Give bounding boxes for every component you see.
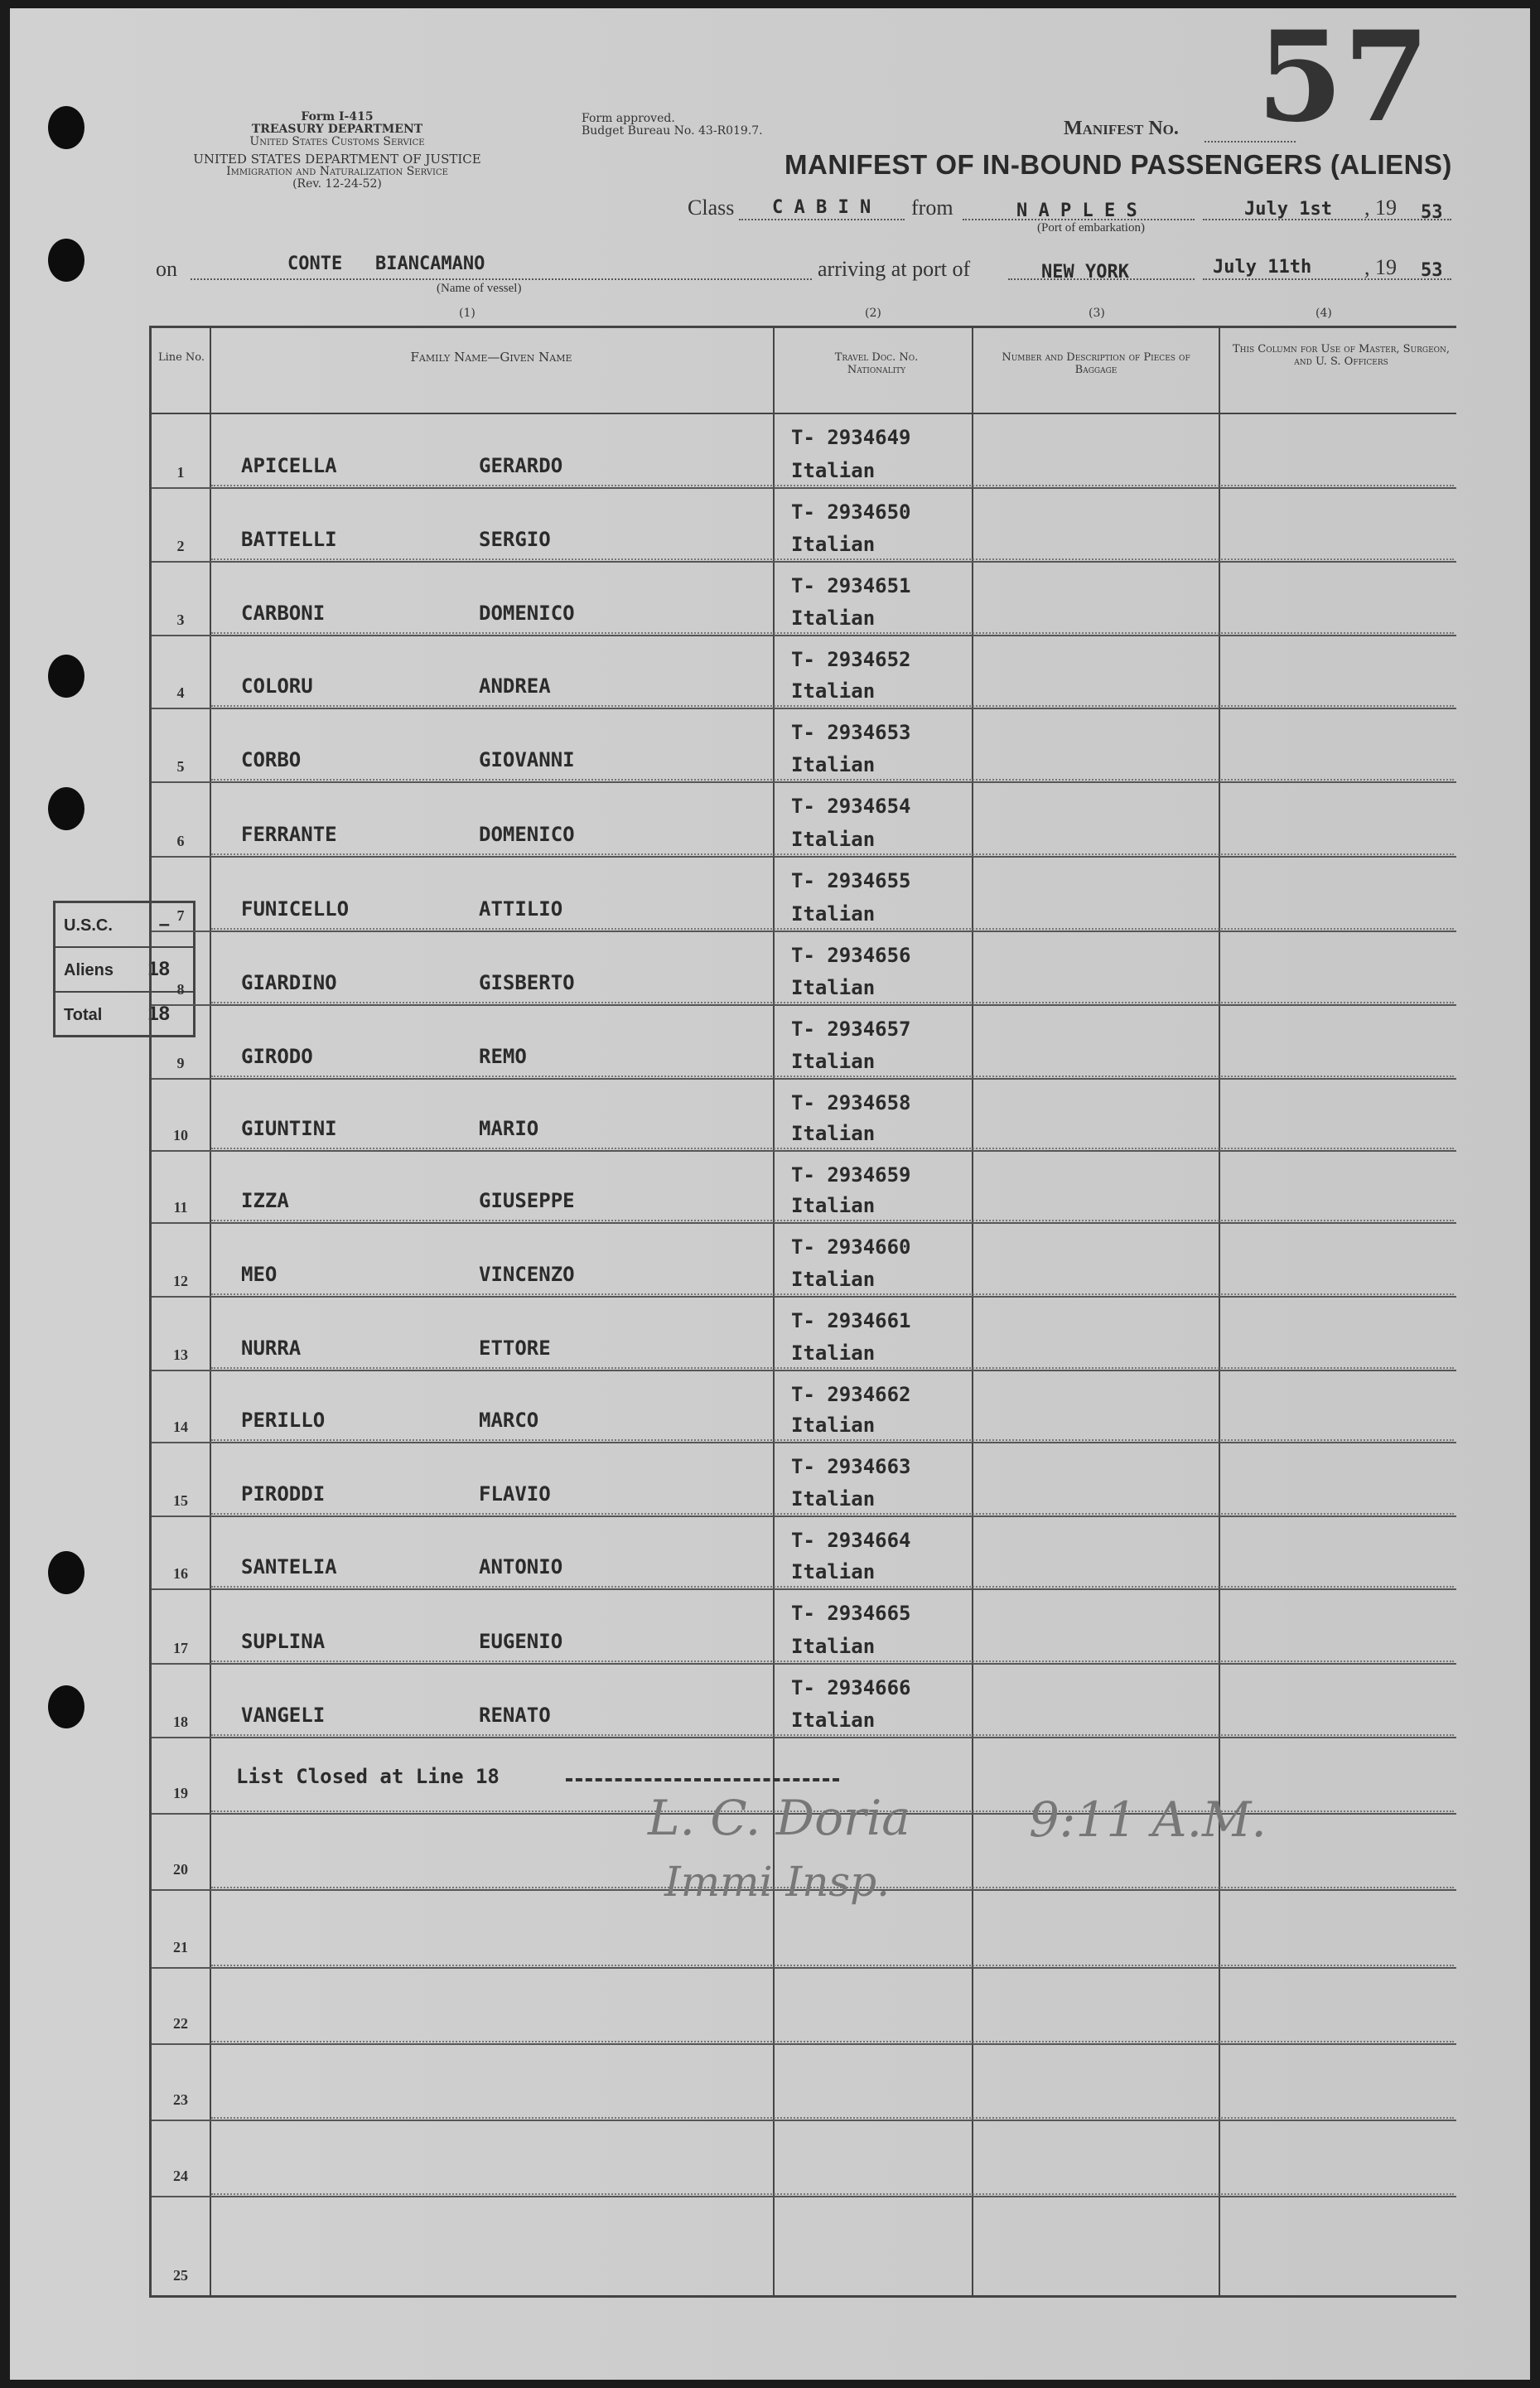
treasury-department: TREASURY DEPARTMENT [251, 123, 423, 136]
header-officers: This Column for Use of Master, Surgeon, and U. S. Officers [1232, 343, 1451, 368]
row-dotted-rule [211, 1586, 1454, 1588]
row-dotted-rule [211, 1367, 1454, 1369]
family-name: PERILLO [241, 1409, 326, 1432]
nationality: Italian [791, 1268, 876, 1291]
line-number: 20 [173, 1861, 188, 1878]
row-dotted-rule [211, 1439, 1454, 1441]
line-number: 1 [176, 464, 185, 481]
row-rule [152, 1737, 1456, 1738]
row-dotted-rule [211, 1076, 1454, 1077]
row-dotted-rule [211, 1002, 1454, 1003]
given-name: MARIO [479, 1117, 539, 1140]
row-dotted-rule [211, 928, 1454, 930]
nationality: Italian [791, 1122, 876, 1145]
row-dotted-rule [211, 1148, 1454, 1149]
row-rule [152, 1442, 1456, 1443]
stamp-aliens-label: Aliens [64, 961, 114, 979]
inspector-signature: L. C. Doria [648, 1790, 910, 1846]
family-name: GIARDINO [241, 971, 337, 994]
family-name: BATTELLI [241, 528, 337, 551]
travel-doc-number: T- 2934659 [791, 1163, 911, 1187]
travel-doc-number: T- 2934664 [791, 1529, 911, 1552]
row-dotted-rule [211, 2041, 1454, 2042]
given-name: SERGIO [479, 528, 551, 551]
line-number: 13 [173, 1346, 188, 1363]
closing-dashes [566, 1778, 839, 1781]
family-name: SUPLINA [241, 1630, 326, 1653]
row-dotted-rule [211, 779, 1454, 781]
header-rule [152, 413, 1456, 414]
column-number-2: (2) [865, 307, 881, 320]
line-number: 5 [176, 758, 185, 775]
list-closed-note: List Closed at Line 18 [236, 1765, 500, 1788]
nationality: Italian [791, 828, 876, 851]
given-name: VINCENZO [479, 1263, 575, 1286]
budget-bureau: Budget Bureau No. 43-R019.7. [582, 124, 763, 138]
given-name: MARCO [479, 1409, 539, 1432]
line-number: 21 [173, 1939, 188, 1955]
form-number: Form I-415 [301, 110, 374, 123]
column-number-3: (3) [1089, 307, 1105, 320]
nationality: Italian [791, 459, 876, 482]
line-number: 15 [173, 1492, 188, 1509]
row-dotted-rule [211, 1220, 1454, 1221]
line-number: 25 [173, 2267, 188, 2284]
line-number: 8 [176, 981, 185, 998]
given-name: ANDREA [479, 674, 551, 698]
manifest-number: 57 [1257, 4, 1430, 150]
family-name: PIRODDI [241, 1482, 326, 1506]
nationality: Italian [791, 1487, 876, 1511]
nationality: Italian [791, 902, 876, 926]
travel-doc-number: T- 2934650 [791, 500, 911, 524]
column-divider [210, 328, 211, 2295]
given-name: DOMENICO [479, 602, 575, 625]
row-rule [152, 856, 1456, 858]
line-number: 16 [173, 1565, 188, 1582]
justice-department: UNITED STATES DEPARTMENT OF JUSTICE [193, 152, 481, 167]
header-line-no: Line No. [157, 351, 205, 364]
stamp-usc-value: – [158, 913, 170, 935]
form-approval [582, 113, 847, 138]
line-number: 3 [176, 612, 185, 628]
nationality: Italian [791, 1709, 876, 1732]
arrival-year-prefix: , 19 [1364, 255, 1397, 279]
given-name: GIOVANNI [479, 748, 575, 771]
line-number: 18 [173, 1714, 188, 1730]
row-rule [152, 2196, 1456, 2197]
arriving-label: arriving at port of [818, 257, 971, 281]
ins-label: Immigration and Naturalization Service [226, 165, 448, 178]
row-rule [152, 931, 1456, 932]
departure-year-prefix: , 19 [1364, 196, 1397, 220]
nationality: Italian [791, 679, 876, 703]
row-rule [152, 1588, 1456, 1590]
row-dotted-rule [211, 705, 1454, 707]
line-number: 9 [176, 1055, 185, 1071]
travel-doc-number: T- 2934660 [791, 1235, 911, 1259]
inspector-title: Immi Insp. [664, 1858, 890, 1906]
row-rule [152, 781, 1456, 783]
manifest-page [10, 4, 1530, 2380]
customs-service: United States Customs Service [249, 135, 425, 148]
family-name: CARBONI [241, 602, 326, 625]
given-name: REMO [479, 1045, 527, 1068]
row-rule [152, 1004, 1456, 1006]
departure-date: July 1st [1244, 199, 1332, 220]
given-name: FLAVIO [479, 1482, 551, 1506]
family-name: COLORU [241, 674, 313, 698]
travel-doc-number: T- 2934663 [791, 1455, 911, 1478]
row-dotted-rule [211, 1660, 1454, 1662]
punch-hole [48, 106, 84, 149]
class-line [739, 219, 905, 220]
row-dotted-rule [211, 2193, 1454, 2195]
stamp-total-label: Total [64, 1006, 103, 1024]
travel-doc-number: T- 2934652 [791, 648, 911, 671]
given-name: DOMENICO [479, 823, 575, 846]
class-label: Class [688, 196, 735, 220]
header-travel-doc: Travel Doc. No. Nationality [834, 351, 919, 376]
given-name: EUGENIO [479, 1630, 563, 1653]
family-name: APICELLA [241, 454, 337, 477]
vessel-name: CONTE BIANCAMANO [287, 254, 485, 274]
row-dotted-rule [211, 1513, 1454, 1515]
line-number: 12 [173, 1273, 188, 1289]
given-name: GERARDO [479, 454, 563, 477]
family-name: GIUNTINI [241, 1117, 337, 1140]
arrival-date-line [1203, 278, 1451, 280]
travel-doc-number: T- 2934657 [791, 1018, 911, 1041]
column-number-1: (1) [459, 307, 476, 320]
family-name: FUNICELLO [241, 897, 350, 921]
travel-doc-number: T- 2934661 [791, 1309, 911, 1332]
header-baggage: Number and Description of Pieces of Baggage [1002, 351, 1190, 376]
line-number: 14 [173, 1419, 188, 1435]
nationality: Italian [791, 607, 876, 630]
nationality: Italian [791, 533, 876, 556]
closing-time: 9:11 A.M. [1029, 1791, 1267, 1848]
family-name: GIRODO [241, 1045, 313, 1068]
row-rule [152, 1078, 1456, 1080]
family-name: FERRANTE [241, 823, 337, 846]
line-number: 22 [173, 2015, 188, 2032]
nationality: Italian [791, 753, 876, 776]
given-name: GISBERTO [479, 971, 575, 994]
header-name: Family Name—Given Name [410, 350, 572, 365]
travel-doc-number: T- 2934658 [791, 1091, 911, 1114]
line-number: 7 [176, 907, 185, 924]
line-number: 24 [173, 2168, 188, 2184]
row-dotted-rule [211, 1965, 1454, 1966]
vessel-caption: (Name of vessel) [437, 282, 522, 295]
given-name: ATTILIO [479, 897, 563, 921]
line-number: 4 [176, 684, 185, 701]
line-number: 11 [173, 1199, 188, 1216]
row-rule [152, 1515, 1456, 1517]
from-label: from [911, 196, 953, 220]
line-number: 23 [173, 2091, 188, 2108]
row-dotted-rule [211, 1293, 1454, 1295]
row-rule [152, 1222, 1456, 1224]
row-rule [152, 1967, 1456, 1969]
travel-doc-number: T- 2934653 [791, 721, 911, 744]
line-number: 2 [176, 538, 185, 554]
nationality: Italian [791, 1194, 876, 1217]
nationality: Italian [791, 976, 876, 999]
port-of-embarkation: N A P L E S [1016, 201, 1137, 221]
line-number: 6 [176, 833, 185, 849]
form-identification [142, 111, 532, 191]
manifest-no-label: Manifest No. [1064, 118, 1179, 139]
manifest-title: MANIFEST OF IN-BOUND PASSENGERS (ALIENS) [784, 149, 1452, 180]
row-rule [152, 561, 1456, 563]
row-dotted-rule [211, 853, 1454, 855]
port-embarkation-caption: (Port of embarkation) [1037, 221, 1145, 234]
nationality: Italian [791, 1050, 876, 1073]
row-dotted-rule [211, 485, 1454, 486]
family-name: CORBO [241, 748, 302, 771]
travel-doc-number: T- 2934651 [791, 574, 911, 597]
row-rule [152, 1296, 1456, 1298]
arrival-date: July 11th [1213, 257, 1312, 278]
column-divider [1219, 328, 1220, 2295]
row-rule [152, 2120, 1456, 2121]
travel-doc-number: T- 2934654 [791, 795, 911, 818]
nationality: Italian [791, 1414, 876, 1437]
given-name: GIUSEPPE [479, 1189, 575, 1212]
travel-doc-number: T- 2934655 [791, 869, 911, 892]
row-dotted-rule [211, 1734, 1454, 1736]
row-rule [152, 635, 1456, 636]
vessel-line [191, 278, 812, 280]
family-name: SANTELIA [241, 1555, 337, 1578]
class-value: C A B I N [772, 197, 871, 218]
travel-doc-number: T- 2934662 [791, 1383, 911, 1406]
departure-year: 53 [1421, 202, 1443, 223]
row-dotted-rule [211, 2117, 1454, 2119]
column-divider [972, 328, 973, 2295]
form-approved: Form approved. [582, 112, 675, 125]
family-name: IZZA [241, 1189, 289, 1212]
nationality: Italian [791, 1341, 876, 1365]
line-number: 17 [173, 1640, 188, 1656]
row-rule [152, 708, 1456, 709]
nationality: Italian [791, 1560, 876, 1583]
row-rule [152, 2043, 1456, 2045]
column-number-4: (4) [1316, 307, 1332, 320]
on-label: on [156, 257, 177, 281]
given-name: ANTONIO [479, 1555, 563, 1578]
travel-doc-number: T- 2934666 [791, 1676, 911, 1699]
arrival-year: 53 [1421, 260, 1443, 281]
travel-doc-number: T- 2934656 [791, 944, 911, 967]
row-dotted-rule [211, 632, 1454, 634]
stamp-usc-label: U.S.C. [64, 916, 113, 935]
row-dotted-rule [211, 558, 1454, 560]
passenger-table [149, 326, 1456, 2298]
revision-date: (Rev. 12-24-52) [292, 177, 382, 191]
line-number: 10 [173, 1127, 188, 1143]
family-name: MEO [241, 1263, 278, 1286]
travel-doc-number: T- 2934649 [791, 426, 911, 449]
row-rule [152, 1663, 1456, 1665]
given-name: RENATO [479, 1704, 551, 1727]
stamp-aliens-value: 18 [147, 958, 170, 980]
column-divider [773, 328, 775, 2295]
row-rule [152, 1150, 1456, 1152]
punch-hole [48, 1551, 84, 1594]
row-rule [152, 487, 1456, 489]
family-name: NURRA [241, 1337, 302, 1360]
row-rule [152, 1370, 1456, 1371]
line-number: 19 [173, 1785, 188, 1801]
stamp-total-value: 18 [147, 1003, 170, 1025]
travel-doc-number: T- 2934665 [791, 1602, 911, 1625]
nationality: Italian [791, 1635, 876, 1658]
family-name: VANGELI [241, 1704, 326, 1727]
punch-hole [48, 787, 84, 830]
punch-hole [48, 655, 84, 698]
arrival-port: NEW YORK [1041, 262, 1129, 283]
given-name: ETTORE [479, 1337, 551, 1360]
punch-hole [48, 1685, 84, 1728]
punch-hole [48, 239, 84, 282]
